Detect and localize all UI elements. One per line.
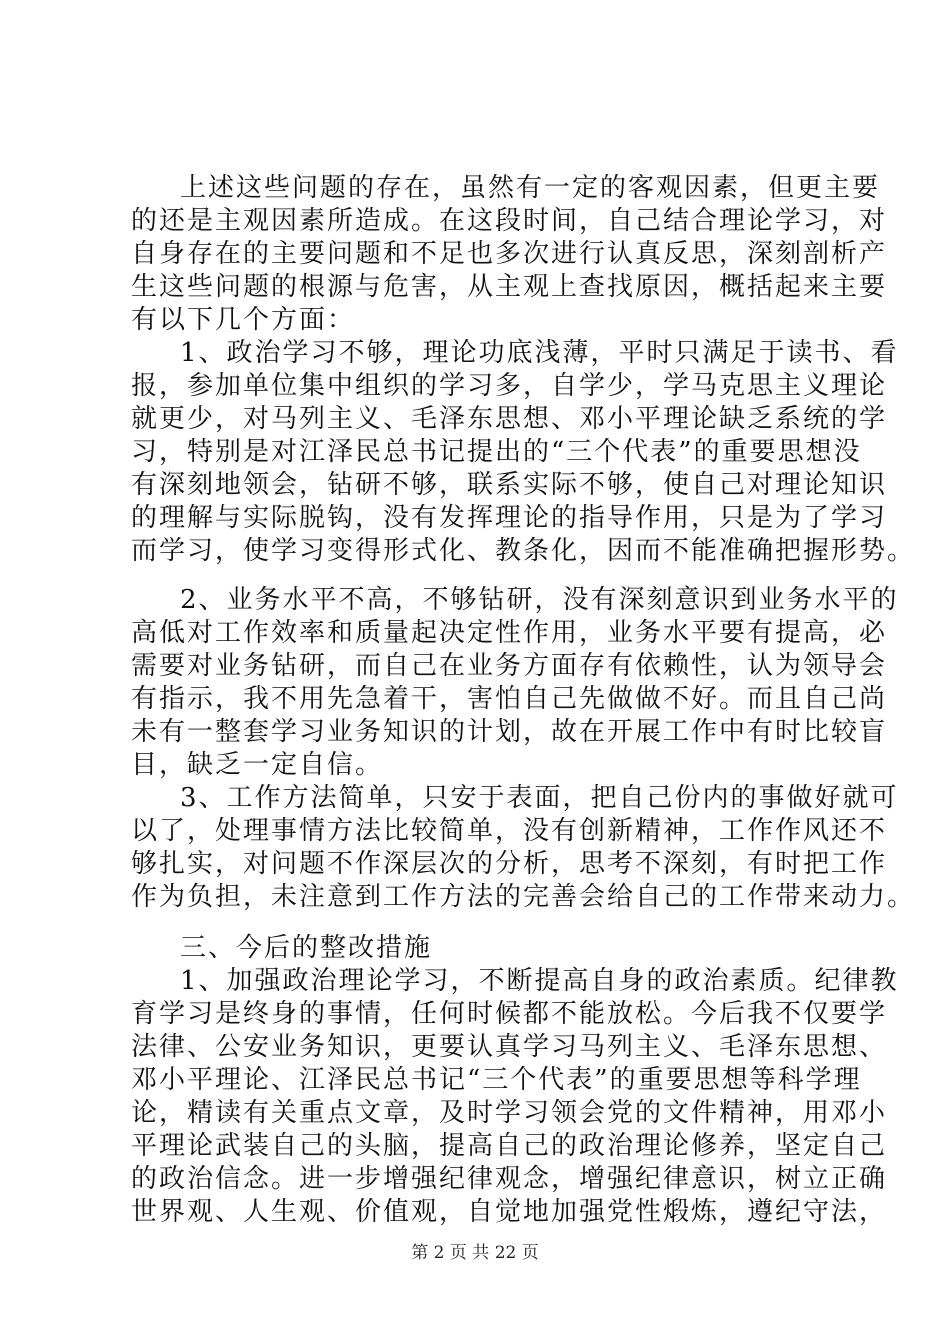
paragraph-line: 未有一整套学习业务知识的计划，故在开展工作中有时比较盲 [131, 717, 888, 747]
paragraph-line: 的政治信念。进一步增强纪律观念，增强纪律意识，树立正确 [131, 1164, 888, 1194]
paragraph-line: 邓小平理论、江泽民总书记“三个代表”的重要思想等科学理 [131, 1065, 862, 1095]
paragraph-line: 习，特别是对江泽民总书记提出的“三个代表”的重要思想没 [131, 437, 862, 467]
paragraph-line: 需要对业务钻研，而自己在业务方面存有依赖性，认为领导会 [131, 651, 888, 681]
paragraph-line: 高低对工作效率和质量起决定性作用，业务水平要有提高，必 [131, 618, 888, 648]
paragraph-line: 世界观、人生观、价值观，自觉地加强党性煅炼，遵纪守法， [131, 1197, 888, 1227]
paragraph-line: 上述这些问题的存在，虽然有一定的客观因素，但更主要 [180, 173, 881, 203]
paragraph-line: 1、政治学习不够，理论功底浅薄，平时只满足于读书、看 [180, 338, 899, 368]
paragraph-line: 2、业务水平不高，不够钻研，没有深刻意识到业务水平的 [180, 585, 899, 615]
paragraph-line: 目，缺乏一定自信。 [131, 750, 384, 780]
paragraph-line: 作为负担，未注意到工作方法的完善会给自己的工作带来动力。 [131, 882, 916, 912]
paragraph-line: 3、工作方法简单，只安于表面，把自己份内的事做好就可 [180, 783, 899, 813]
paragraph-line: 1、加强政治理论学习，不断提高自身的政治素质。纪律教 [180, 966, 899, 996]
paragraph-line: 法律、公安业务知识，更要认真学习马列主义、毛泽东思想、 [131, 1032, 888, 1062]
paragraph-line: 有深刻地领会，钻研不够，联系实际不够，使自己对理论知识 [131, 470, 888, 500]
paragraph-line: 有指示，我不用先急着干，害怕自己先做做不好。而且自己尚 [131, 684, 888, 714]
paragraph-line: 的理解与实际脱钩，没有发挥理论的指导作用，只是为了学习 [131, 503, 888, 533]
paragraph-line: 报，参加单位集中组织的学习多，自学少，学马克思主义理论 [131, 371, 888, 401]
paragraph-line: 自身存在的主要问题和不足也多次进行认真反思，深刻剖析产 [131, 239, 888, 269]
page-number-footer: 第 2 页 共 22 页 [411, 1243, 539, 1263]
paragraph-line: 生这些问题的根源与危害，从主观上查找原因，概括起来主要 [131, 272, 888, 302]
paragraph-line: 平理论武装自己的头脑，提高自己的政治理论修养，坚定自己 [131, 1131, 888, 1161]
paragraph-line: 而学习，使学习变得形式化、教条化，因而不能准确把握形势。 [131, 536, 916, 566]
paragraph-line: 以了，处理事情方法比较简单，没有创新精神，工作作风还不 [131, 816, 888, 846]
paragraph-line: 育学习是终身的事情，任何时候都不能放松。今后我不仅要学 [131, 999, 888, 1029]
paragraph-line: 够扎实，对问题不作深层次的分析，思考不深刻，有时把工作 [131, 849, 888, 879]
paragraph-line: 论，精读有关重点文章，及时学习领会党的文件精神，用邓小 [131, 1098, 888, 1128]
paragraph-line: 就更少，对马列主义、毛泽东思想、邓小平理论缺乏系统的学 [131, 404, 888, 434]
paragraph-line: 的还是主观因素所造成。在这段时间，自己结合理论学习，对 [131, 206, 888, 236]
section-heading: 三、今后的整改措施 [180, 933, 433, 963]
paragraph-line: 有以下几个方面： [131, 305, 356, 335]
